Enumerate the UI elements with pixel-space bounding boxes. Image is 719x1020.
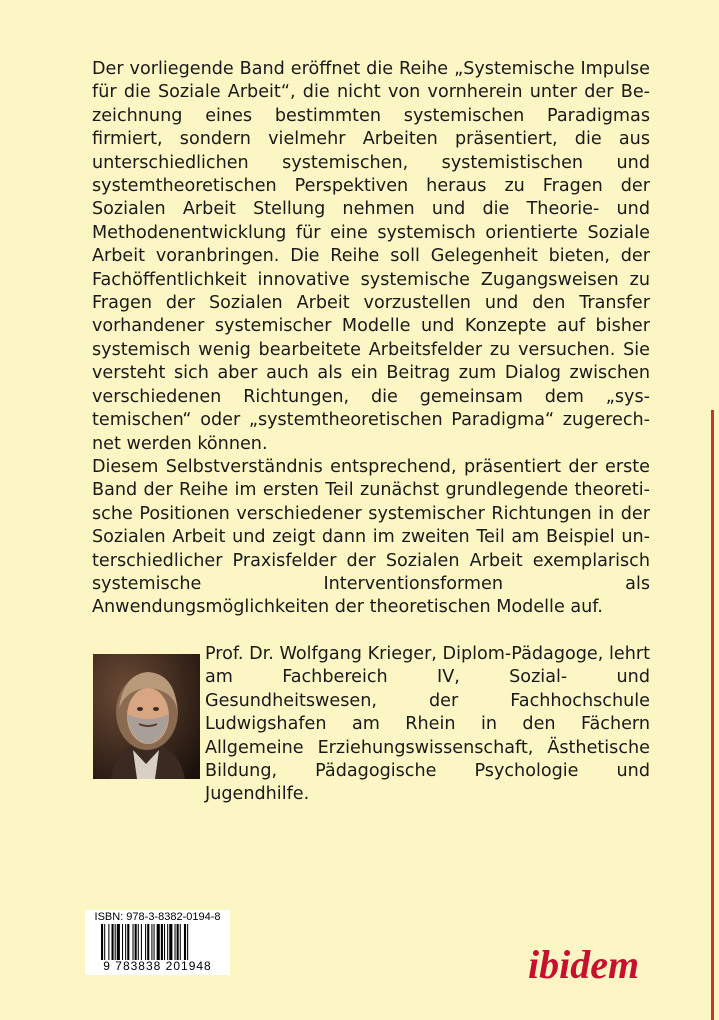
author-photo — [93, 654, 200, 779]
barcode-bar — [161, 924, 163, 960]
barcode-bar — [112, 924, 114, 960]
barcode-bar — [147, 924, 149, 960]
barcode-digits: 9 783838 201948 — [103, 959, 212, 973]
barcode-bar — [145, 924, 146, 960]
barcode-bar — [154, 924, 155, 960]
barcode-bar — [101, 924, 103, 960]
barcode-bar — [184, 924, 186, 960]
cover-edge-line — [711, 410, 714, 1020]
barcode-bar — [125, 924, 126, 960]
barcode-bar — [122, 924, 123, 960]
back-cover-blurb — [92, 58, 650, 620]
barcode-graphic — [85, 924, 230, 960]
author-bio: Prof. Dr. Wolfgang Krieger, Diplom-Pädagoge, lehrt am Fachbereich IV, Sozial- und Gesundheitswesen, der Fachhochschule Ludwigshafen am Rhein in den Fächern Allgemeine Erziehungswissenschaft, Ästhetische Bildung, Pädagogische Psychologie und Jugendhilfe. — [205, 644, 650, 805]
barcode-bar — [157, 924, 160, 960]
publisher-logo: ibidem — [528, 942, 640, 987]
isbn-label: ISBN: 978-3-8382-0194-8 — [94, 911, 221, 923]
blurb-paragraph-2: Diesem Selbstverständnis entsprechend, präsentiert der erste Band der Reihe im ersten Teil zunächst grundlegende theoretische Positionen verschiedener systemischer Richtungen in der Sozialen Arbeit und zeigt dann im zweiten Teil am Beispiel unterschiedlicher Praxisfelder der Sozialen Arbeit exemplarisch systemische Interventionsformen als Anwendungsmöglichkeiten der theoretischen Modelle auf. — [92, 456, 650, 618]
barcode-bar — [117, 924, 120, 960]
barcode-bar — [151, 924, 152, 960]
barcode-bar — [127, 924, 129, 960]
barcode-bar — [133, 924, 134, 960]
barcode-bar — [138, 924, 139, 960]
barcode-bar — [169, 924, 172, 960]
barcode-bar — [167, 924, 168, 960]
barcode-bar — [115, 924, 116, 960]
barcode-bar — [180, 924, 181, 960]
barcode-bar — [141, 924, 142, 960]
barcode-bar — [108, 924, 109, 960]
barcode-bar — [175, 924, 176, 960]
blurb-paragraph-1: Der vorliegende Band eröffnet die Reihe „Systemische Impulse für die Soziale Arbeit“, die nicht von vornherein unter der Bezeichnung eines bestimmten systemischen Paradigmas firmiert, sondern vielmehr Arbeiten präsentiert, die aus unterschiedlichen systemischen, systemistischen und systemtheoretischen Perspektiven heraus zu Fragen der Sozialen Arbeit Stellung nehmen und die Theorie- und Methodenentwicklung für eine systemisch orientierte Soziale Arbeit voranbringen. Die Reihe soll Gelegenheit bieten, der Fachöffentlichkeit innovative systemische Zugangsweisen zu Fragen der Sozialen Arbeit vorzustellen und den Transfer vorhandener systemischer Modelle und Konzepte auf bisher systemisch wenig bearbeitete Arbeitsfelder zu versuchen. Sie versteht sich aber auch als ein Beitrag zum Dialog zwischen verschiedenen Richtungen, die gemeinsam dem „systemischen“ oder „systemtheoretischen Paradigma“ zugerechnet werden können. — [92, 59, 650, 454]
barcode-bar — [177, 924, 179, 960]
isbn-barcode-box — [85, 910, 230, 975]
barcode-bar — [187, 924, 188, 960]
barcode-bar — [135, 924, 137, 960]
barcode-bar — [164, 924, 165, 960]
barcode-bar — [104, 924, 105, 960]
